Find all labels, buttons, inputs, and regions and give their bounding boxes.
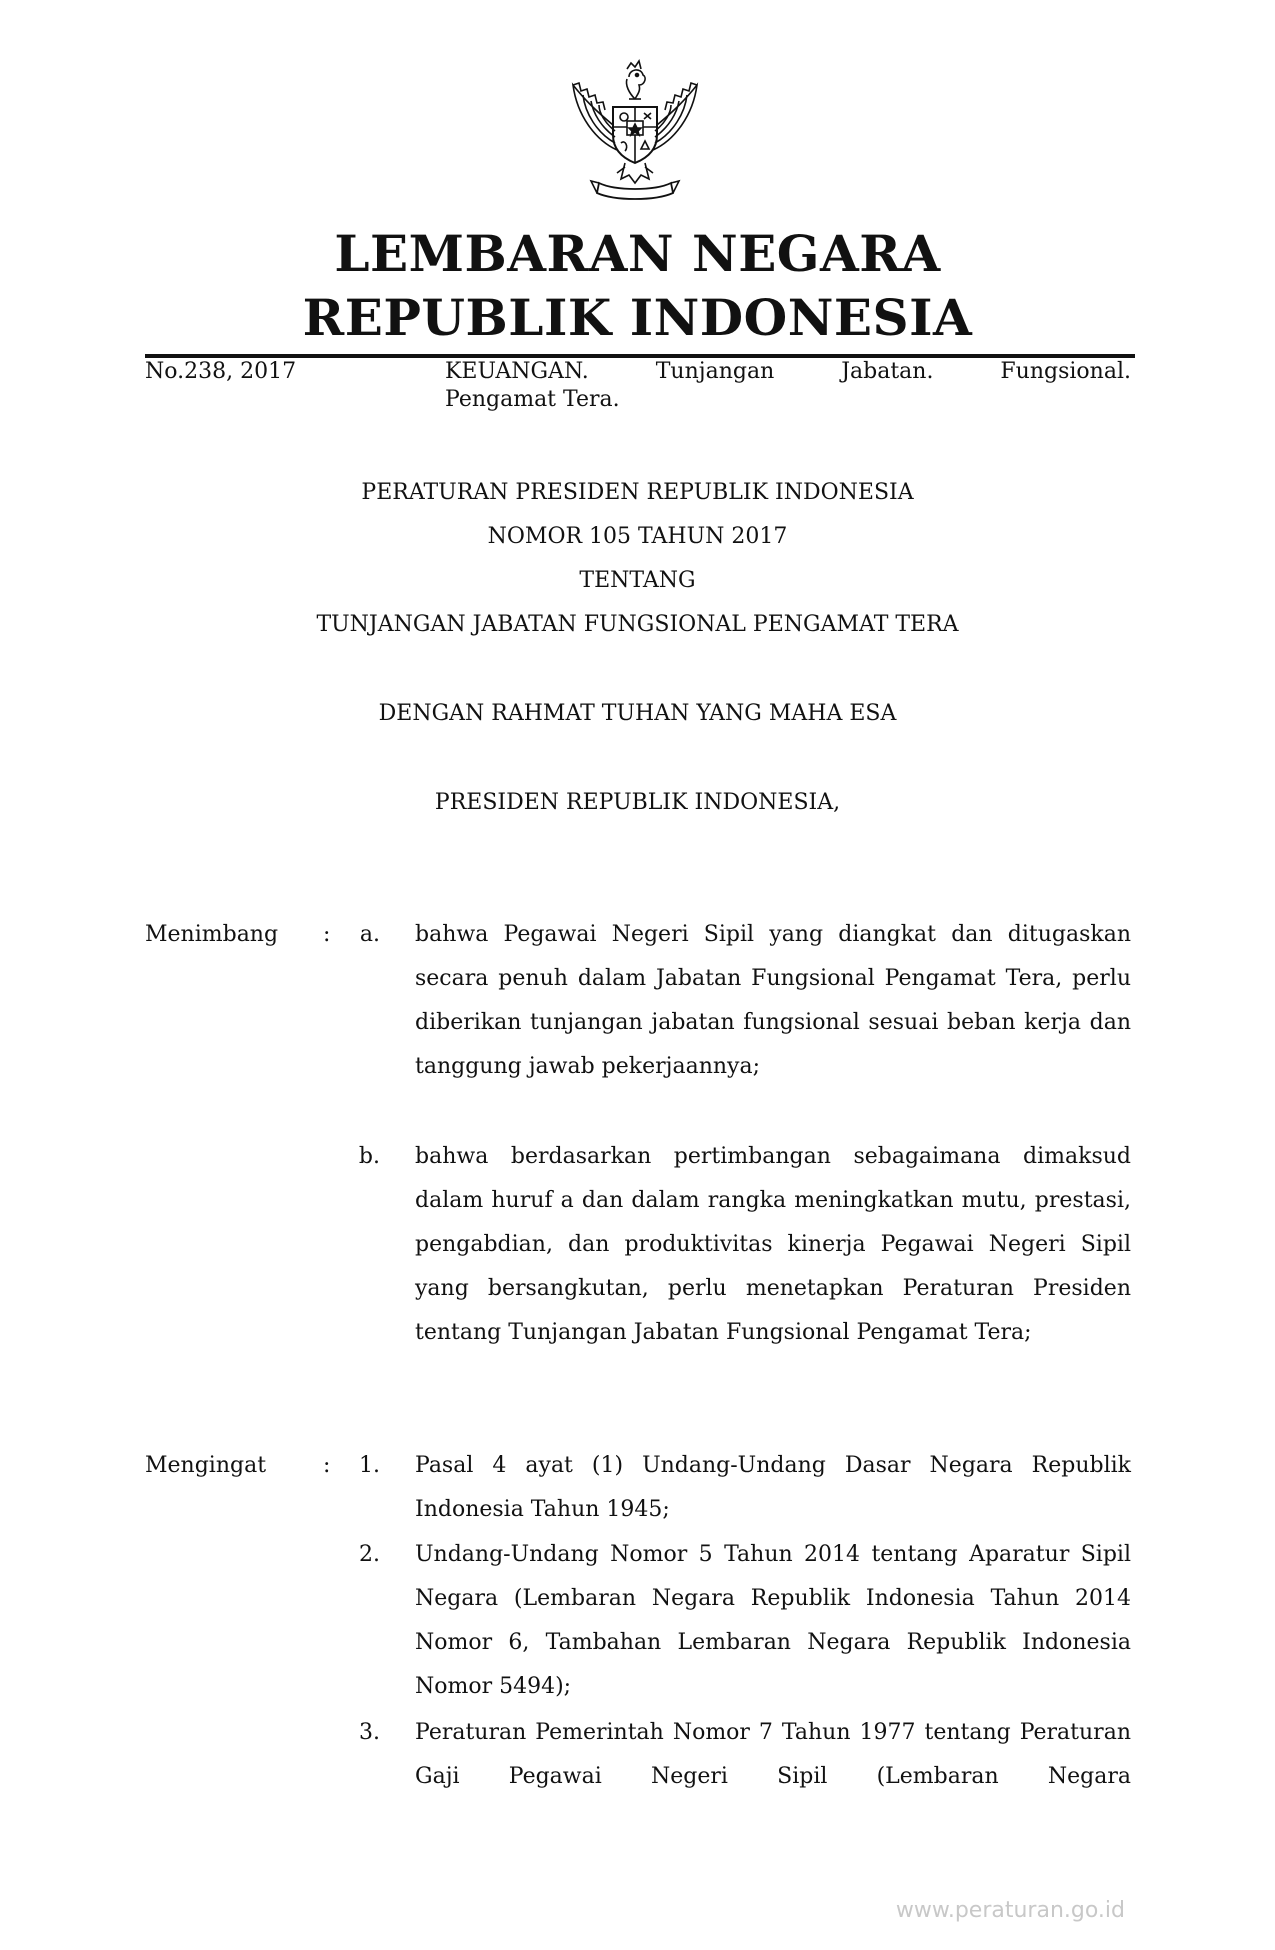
mengingat-item-marker-3: 3.	[359, 1720, 380, 1745]
footer-watermark: www.peraturan.go.id	[895, 1898, 1125, 1923]
menimbang-item-a: bahwa Pegawai Negeri Sipil yang diangkat dan ditugaskan secara penuh dalam Jabatan Fungsional Pengamat Tera, perlu diberikan tunjangan jabatan fungsional sesuai beban kerja dan tanggung jawab pekerjaannya;	[415, 922, 1131, 1079]
regulation-type: PERATURAN PRESIDEN REPUBLIK INDONESIA	[361, 480, 914, 505]
gazette-subject-line1: KEUANGAN. Tunjangan Jabatan. Fungsional.	[445, 359, 1131, 384]
menimbang-item-marker-a: a.	[359, 922, 380, 947]
masthead-title-line1: LEMBARAN NEGARA	[334, 224, 941, 283]
mengingat-colon: :	[323, 1453, 331, 1478]
menimbang-item-marker-b: b.	[358, 1144, 380, 1169]
gazette-masthead	[145, 222, 1130, 350]
regulation-president: PRESIDEN REPUBLIK INDONESIA,	[434, 790, 841, 815]
mengingat-item-marker-1: 1.	[359, 1453, 380, 1478]
regulation-blessing: DENGAN RAHMAT TUHAN YANG MAHA ESA	[378, 701, 897, 726]
mengingat-label: Mengingat	[145, 1453, 267, 1478]
menimbang-colon: :	[323, 922, 331, 947]
gazette-number: No.238, 2017	[145, 359, 297, 384]
regulation-subject: TUNJANGAN JABATAN FUNGSIONAL PENGAMAT TERA	[316, 612, 959, 637]
garuda-pancasila-emblem-icon	[555, 55, 715, 215]
menimbang-item-b: bahwa berdasarkan pertimbangan sebagaimana dimaksud dalam huruf a dan dalam rangka meningkatkan mutu, prestasi, pengabdian, dan produktivitas kinerja Pegawai Negeri Sipil yang bersangkutan, perlu menetapkan Peraturan Presiden tentang Tunjangan Jabatan Fungsional Pengamat Tera;	[415, 1144, 1131, 1345]
menimbang-label: Menimbang	[145, 922, 279, 947]
mengingat-item-3: Peraturan Pemerintah Nomor 7 Tahun 1977 tentang Peraturan Gaji Pegawai Negeri Sipil (Lembaran Negara	[415, 1720, 1131, 1789]
regulation-number: NOMOR 105 TAHUN 2017	[487, 524, 788, 549]
mengingat-item-marker-2: 2.	[359, 1542, 380, 1567]
mengingat-item-2: Undang-Undang Nomor 5 Tahun 2014 tentang Aparatur Sipil Negara (Lembaran Negara Republik Indonesia Tahun 2014 Nomor 6, Tambahan Lembaran Negara Republik Indonesia Nomor 5494);	[415, 1542, 1131, 1699]
mengingat-item-1: Pasal 4 ayat (1) Undang-Undang Dasar Negara Republik Indonesia Tahun 1945;	[415, 1453, 1131, 1522]
regulation-about: TENTANG	[579, 568, 696, 593]
gazette-subject-line2: Pengamat Tera.	[445, 387, 620, 412]
masthead-title-line2: REPUBLIK INDONESIA	[302, 288, 973, 347]
